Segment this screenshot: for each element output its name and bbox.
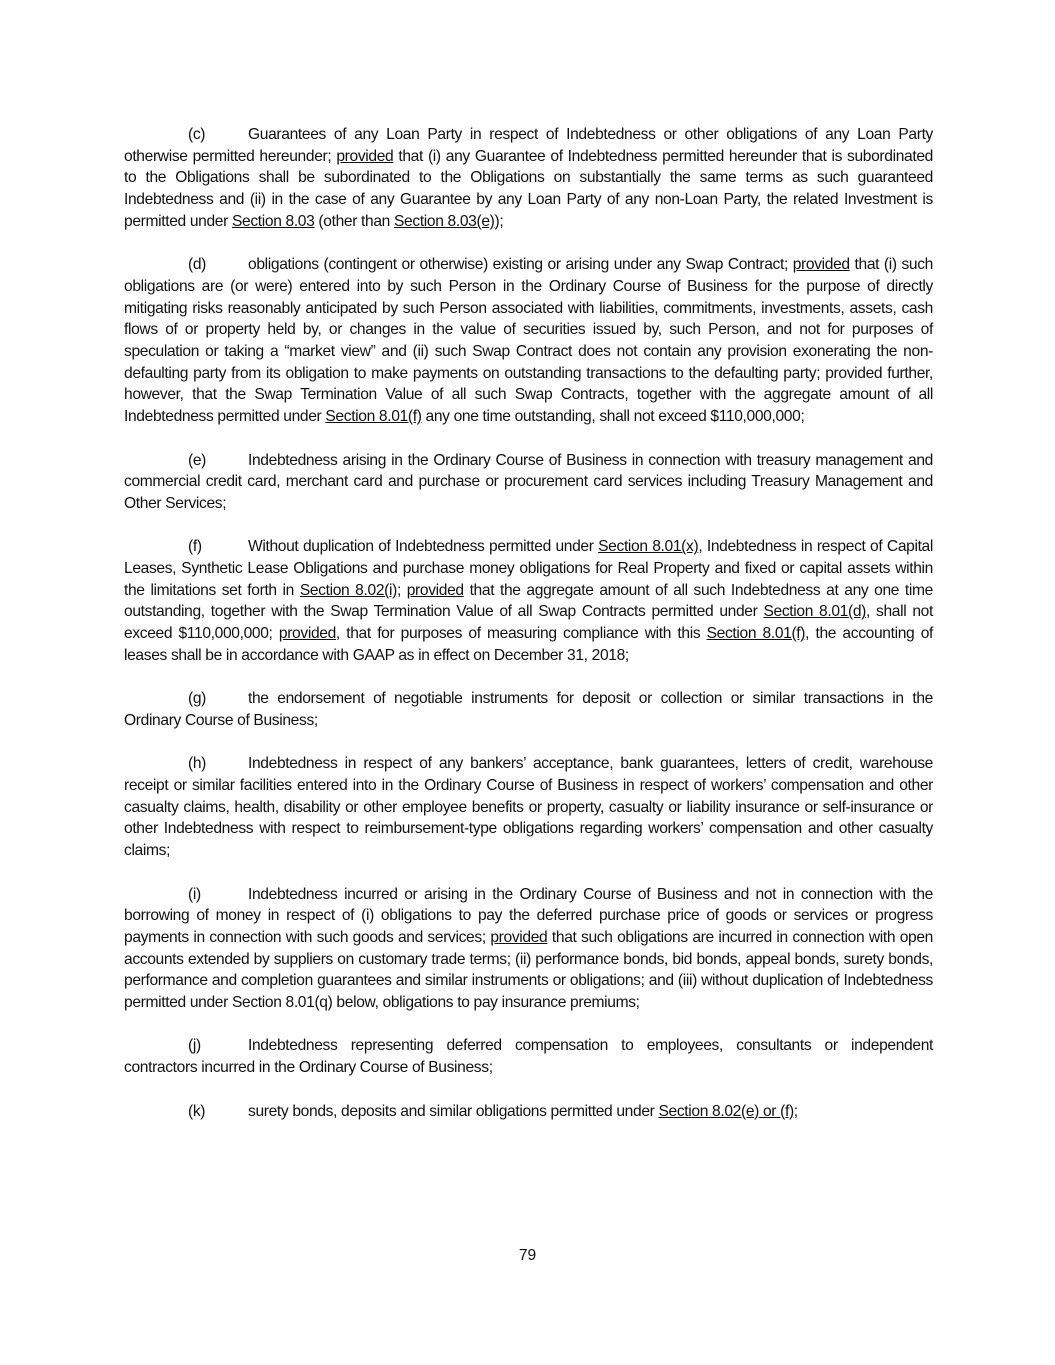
- clause-label: (i): [188, 885, 201, 903]
- clause-label: (d): [188, 256, 207, 274]
- clause-label: (f): [188, 538, 202, 556]
- clause-text: Indebtedness incurred or arising in the Ordinary Course of Business and not in connection with the borrowing of money in respect of (i) obligations to pay the deferred purchase price of goods or services or progress payments in connection with such goods and services;: [124, 885, 933, 946]
- underlined-reference: Section 8.03(e): [394, 212, 495, 230]
- underlined-reference: provided: [490, 928, 548, 946]
- clause-text: obligations (contingent or otherwise) existing or arising under any Swap Contract;: [248, 256, 793, 274]
- clause-paragraph: [124, 254, 933, 428]
- underlined-reference: Section 8.01(x): [598, 538, 699, 556]
- underlined-reference: Section 8.01(f): [325, 408, 422, 426]
- clause-paragraph: [124, 753, 933, 862]
- underlined-reference: Section 8.03: [231, 212, 315, 230]
- underlined-reference: provided: [792, 256, 850, 274]
- underlined-reference: Section 8.02(i): [299, 581, 397, 599]
- clause-text: ;: [396, 581, 407, 599]
- underlined-reference: provided: [278, 625, 336, 643]
- clause-text: Without duplication of Indebtedness permitted under: [248, 538, 599, 556]
- clause-text: Guarantees of any Loan Party in respect of Indebtedness or other obligations of any Loan Party otherwise permitted hereunder;: [124, 126, 933, 165]
- clause-text: (other than: [314, 212, 394, 230]
- clause-label: (g): [188, 690, 207, 708]
- clause-text: Indebtedness arising in the Ordinary Course of Business in connection with treasury management and commercial credit card, merchant card and purchase or procurement card services including Treasury Management and Other Services;: [124, 451, 933, 512]
- clause-text: , shall not exceed $110,000,000;: [124, 603, 933, 643]
- clause-label: (e): [188, 451, 207, 469]
- document-body: [124, 124, 933, 1144]
- clause-text: the endorsement of negotiable instruments for deposit or collection or similar transactions in the Ordinary Course of Business;: [124, 690, 933, 729]
- clause-label: (c): [188, 126, 206, 143]
- clause-text: that such obligations are incurred in connection with open accounts extended by suppliers on customary trade terms; (ii) performance bonds, bid bonds, appeal bonds, surety bonds, performance and completion guarantees and similar instruments or obligations; and (iii) without duplication of Indebtedness permitted under Section 8.01(q) below, obligations to pay insurance premiums;: [124, 928, 933, 1012]
- clause-text: , the accounting of leases shall be in accordance with GAAP as in effect on December 31, 2018;: [124, 625, 934, 664]
- clause-label: (k): [188, 1102, 206, 1120]
- clause-text: surety bonds, deposits and similar obligations permitted under: [248, 1102, 659, 1120]
- clause-text: that (i) any Guarantee of Indebtedness permitted hereunder that is subordinated to the Obligations shall be subordinated to the Obligations on substantially the same terms as such guaranteed Indebtedness and (ii) in the case of any Guarantee by any Loan Party of any non-Loan Party, the related Investment is permitted under: [124, 147, 933, 230]
- underlined-reference: Section 8.01(d): [763, 603, 867, 621]
- clause-paragraph: [124, 124, 933, 233]
- clause-text: , that for purposes of measuring compliance with this: [335, 625, 707, 643]
- clause-paragraph: [124, 1035, 933, 1078]
- clause-text: ;: [793, 1102, 798, 1120]
- clause-label: (h): [188, 755, 207, 773]
- clause-paragraph: [124, 884, 933, 1014]
- clause-paragraph: [124, 536, 933, 666]
- page-number: 79: [518, 1247, 537, 1264]
- clause-paragraph: [124, 688, 933, 731]
- underlined-reference: Section 8.02(e) or (f): [658, 1102, 794, 1120]
- clause-text: Indebtedness representing deferred compensation to employees, consultants or independent contractors incurred in the Ordinary Course of Business;: [124, 1037, 933, 1077]
- underlined-reference: provided: [336, 147, 394, 165]
- clause-text: that the aggregate amount of all such Indebtedness at any one time outstanding, together with the Swap Termination Value of all Swap Contracts permitted under: [124, 581, 933, 621]
- clause-text: , Indebtedness in respect of Capital Leases, Synthetic Lease Obligations and purchase money obligations for Real Property and fixed or capital assets within the limitations set forth in: [124, 538, 933, 599]
- clause-paragraph: [124, 1101, 933, 1123]
- clause-label: (j): [188, 1037, 201, 1055]
- underlined-reference: provided: [406, 581, 464, 599]
- clause-text: any one time outstanding, shall not exceed $110,000,000;: [421, 408, 805, 426]
- clause-text: that (i) such obligations are (or were) entered into by such Person in the Ordinary Course of Business for the purpose of directly mitigating risks reasonably anticipated by such Person associated with liabilities, commitments, investments, assets, cash flows of or property held by, or changes in the value of securities issued by, such Person, and not for purposes of speculation or taking a “market view” and (ii) such Swap Contract does not contain any provision exonerating the non-defaulting party from its obligation to make payments on outstanding transactions to the defaulting party; provided further, however, that the Swap Termination Value of all such Swap Contracts, together with the aggregate amount of all Indebtedness permitted under: [124, 256, 933, 426]
- clause-paragraph: [124, 450, 933, 515]
- clause-text: );: [494, 212, 504, 230]
- underlined-reference: Section 8.01(f): [706, 625, 806, 643]
- clause-text: Indebtedness in respect of any bankers’ acceptance, bank guarantees, letters of credit, warehouse receipt or similar facilities entered into in the Ordinary Course of Business in respect of workers’ compensation and other casualty claims, health, disability or other employee benefits or property, casualty or liability insurance or self-insurance or other Indebtedness with respect to reimbursement-type obligations regarding workers’ compensation and other casualty claims;: [124, 755, 933, 860]
